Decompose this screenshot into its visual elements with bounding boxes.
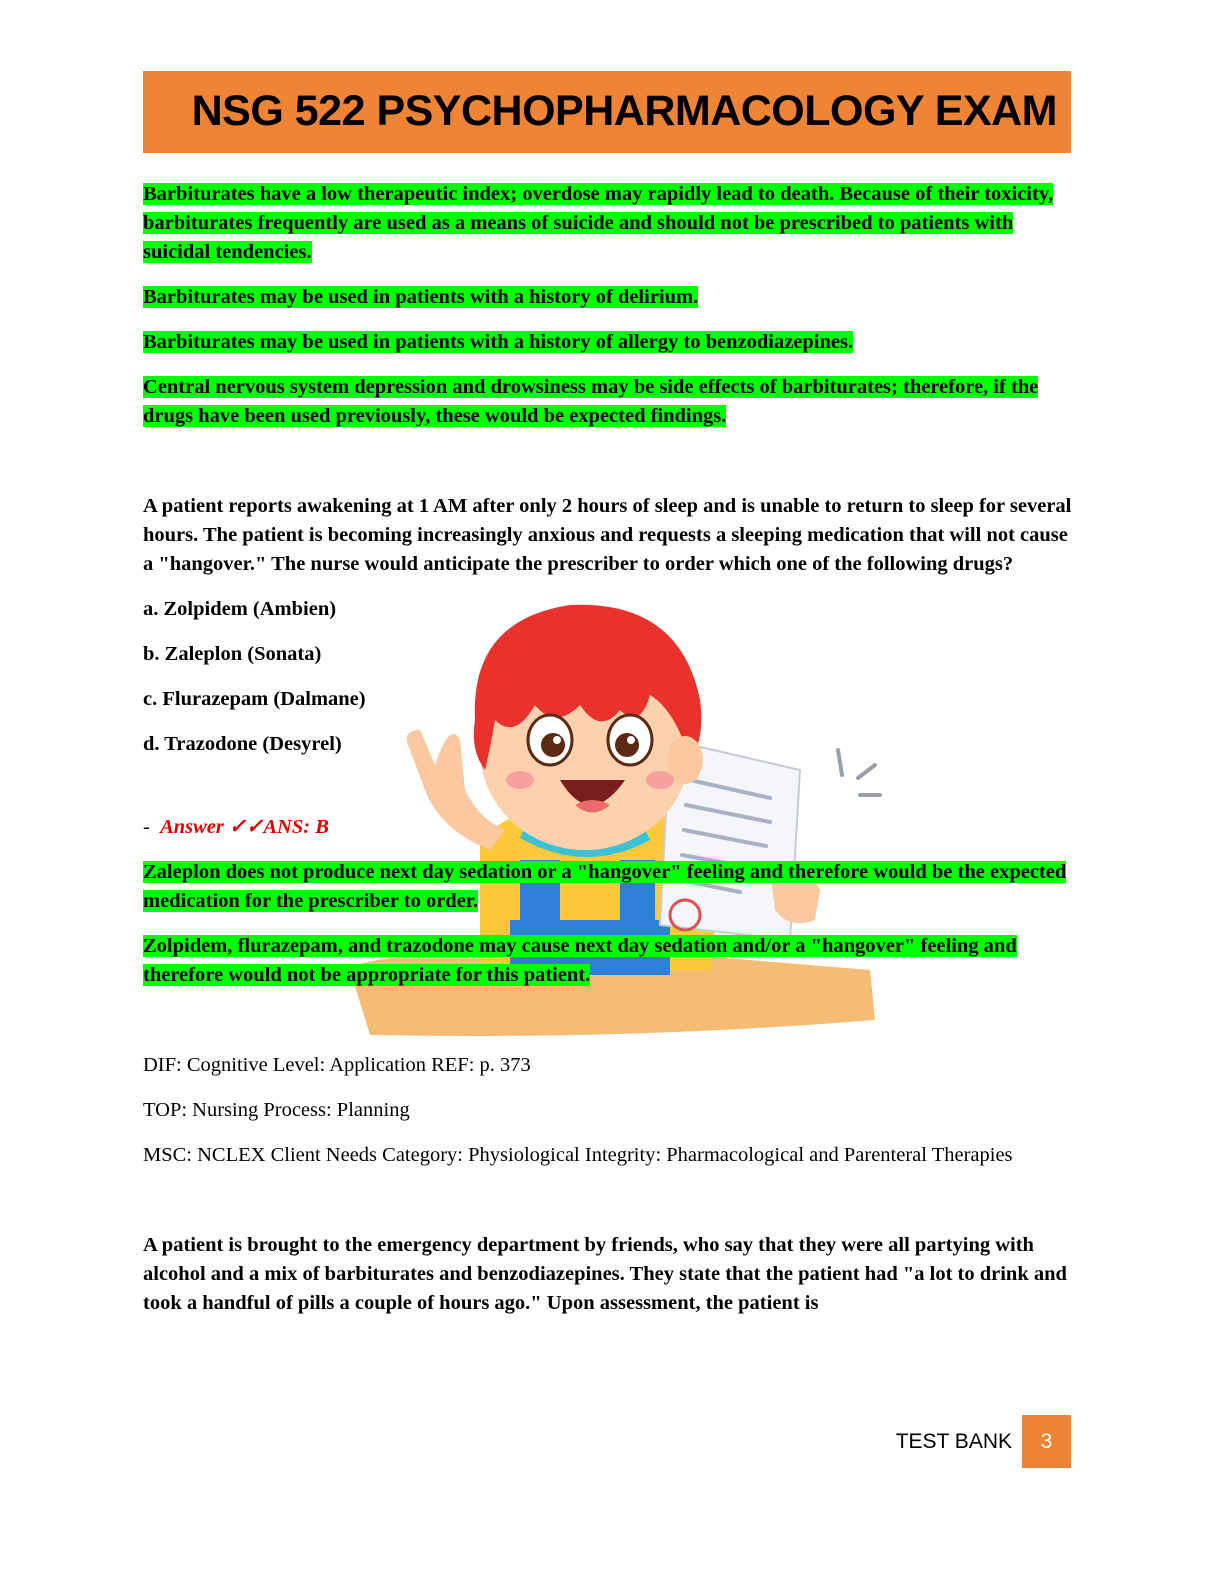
answer-key	[143, 813, 1073, 842]
answer-option-c: c. Flurazepam (Dalmane)	[143, 688, 366, 710]
question-meta-topic: TOP: Nursing Process: Planning	[143, 1099, 410, 1121]
question-meta-difficulty: DIF: Cognitive Level: Application REF: p. 373	[143, 1054, 531, 1076]
question-meta-category: MSC: NCLEX Client Needs Category: Physiological Integrity: Pharmacological and Parenteral Therapies	[143, 1144, 1013, 1166]
answer-text: Answer ✓✓ANS: B	[160, 816, 329, 838]
document-body	[143, 180, 1073, 1334]
question-stem: A patient is brought to the emergency department by friends, who say that they were all partying with alcohol and a mix of barbiturates and benzodiazepines. They state that the patient had "a lot to drink and took a handful of pills a couple of hours ago." Upon assessment, the patient is	[143, 1234, 1067, 1314]
answer-option-b: b. Zaleplon (Sonata)	[143, 643, 322, 665]
rationale-paragraph: Barbiturates may be used in patients with a history of delirium.	[143, 286, 699, 308]
answer-option-d: d. Trazodone (Desyrel)	[143, 733, 342, 755]
page-title: NSG 522 PSYCHOPHARMACOLOGY EXAM	[191, 87, 1057, 135]
header-bar	[143, 71, 1071, 153]
question-stem: A patient reports awakening at 1 AM after only 2 hours of sleep and is unable to return to sleep for several hours. The patient is becoming increasingly anxious and requests a sleeping medication that will not cause a "hangover." The nurse would anticipate the prescriber to order which one of the following drugs?	[143, 495, 1072, 575]
page-number: 3	[1022, 1415, 1071, 1468]
rationale-paragraph: Central nervous system depression and drowsiness may be side effects of barbiturates; therefore, if the drugs have been used previously, these would be expected findings.	[143, 376, 1039, 427]
footer-label: TEST BANK	[895, 1430, 1012, 1453]
rationale-paragraph: Zaleplon does not produce next day sedation or a "hangover" feeling and therefore would be the expected medication for the prescriber to order.	[143, 861, 1067, 912]
rationale-paragraph: Barbiturates may be used in patients with a history of allergy to benzodiazepines.	[143, 331, 854, 353]
answer-option-a: a. Zolpidem (Ambien)	[143, 598, 337, 620]
answer-dash: -	[143, 816, 150, 838]
rationale-paragraph: Barbiturates have a low therapeutic index; overdose may rapidly lead to death. Because of their toxicity, barbiturates frequently are used as a means of suicide and should not be prescribed to patients with suicidal tendencies.	[143, 183, 1054, 263]
rationale-paragraph: Zolpidem, flurazepam, and trazodone may cause next day sedation and/or a "hangover" feeling and therefore would not be appropriate for this patient.	[143, 935, 1017, 986]
